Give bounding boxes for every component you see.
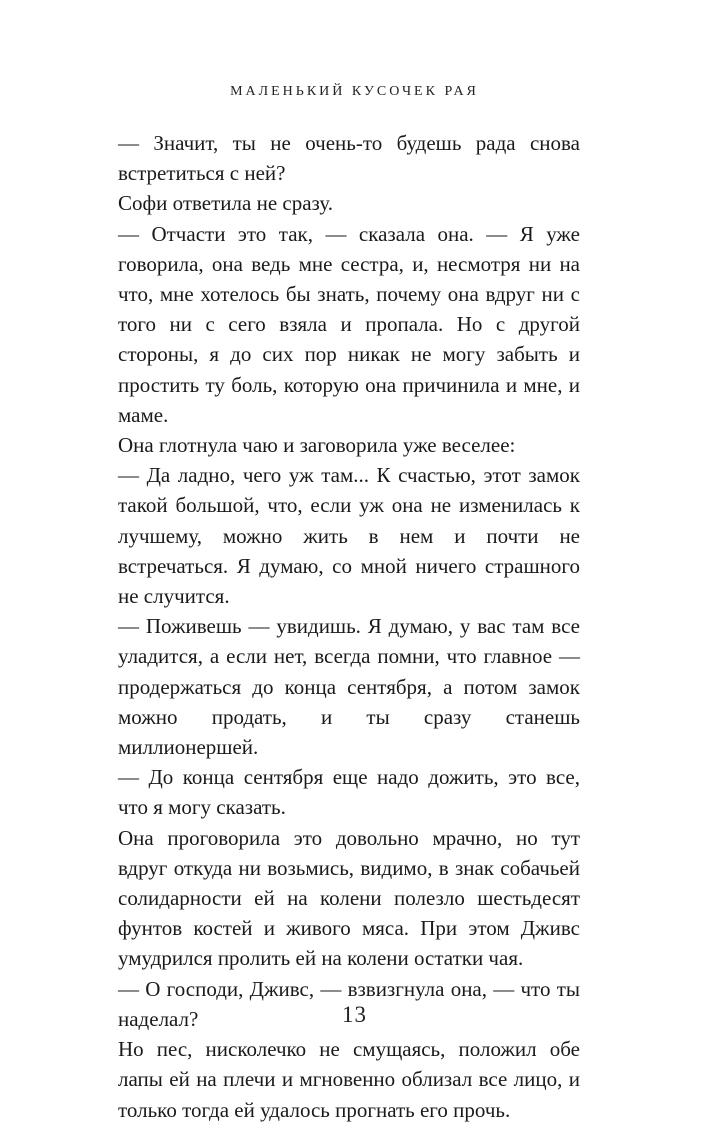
body-text (118, 128, 580, 1125)
paragraph: Она проговорила это довольно мрачно, но тут вдруг откуда ни возьмись, видимо, в знак собачьей солидарности ей на колени полезло шестьдесят фунтов костей и живого мяса. При этом Дживс умудрился пролить ей на колени остатки чая. (118, 825, 580, 971)
paragraph: Она глотнула чаю и заговорила уже веселее: (118, 433, 516, 458)
paragraph: — О господи, Дживс, — взвизгнула она, — что ты наделал? (118, 976, 580, 1031)
paragraph: — Да ладно, чего уж там... К счастью, этот замок такой большой, что, если уж она не изменилась к лучшему, можно жить в нем и почти не встречаться. Я думаю, со мной ничего страшного не случится. (118, 463, 580, 609)
paragraph: — Поживешь — увидишь. Я думаю, у вас там все уладится, а если нет, всегда помни, что главное — продержаться до конца сентября, а потом замок можно продать, и ты сразу станешь миллионершей. (118, 614, 580, 760)
paragraph: — Значит, ты не очень-то будешь рада снова встретиться с ней? (118, 131, 580, 186)
running-title: МАЛЕНЬКИЙ КУСОЧЕК РАЯ (230, 84, 479, 99)
paragraph: — Отчасти это так, — сказала она. — Я уже говорила, она ведь мне сестра, и, несмотря ни на что, мне хотелось бы знать, почему она вдруг ни с того ни с сего взяла и пропала. Но с другой стороны, я до сих пор никак не могу забыть и простить ту боль, которую она причинила и мне, и маме. (118, 221, 580, 427)
paragraph: Но пес, нисколечко не смущаясь, положил обе лапы ей на плечи и мгновенно облизал все лицо, и только тогда ей удалось прогнать его прочь. (118, 1037, 580, 1122)
paragraph: Софи ответила не сразу. (118, 191, 334, 216)
page-number: 13 (342, 1002, 367, 1027)
paragraph: — До конца сентября еще надо дожить, это все, что я могу сказать. (118, 765, 580, 820)
